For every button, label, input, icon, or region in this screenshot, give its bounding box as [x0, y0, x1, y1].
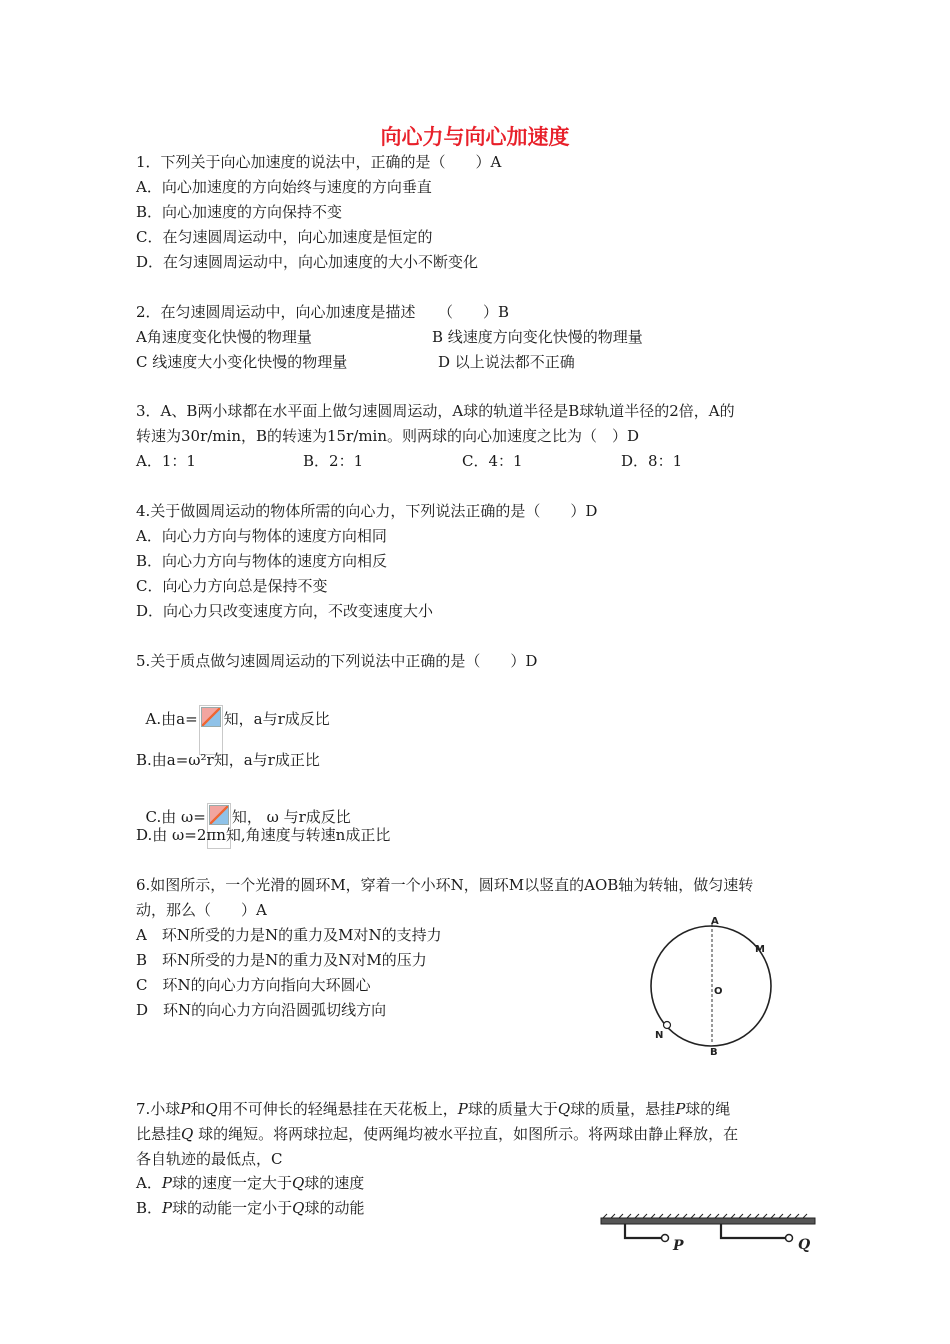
label-q: Q: [798, 1237, 811, 1253]
q6-option-b: B 环N所受的力是N的重力及N对M的压力: [136, 951, 427, 969]
q7-option-a: A．P球的速度一定大于Q球的速度: [136, 1174, 365, 1192]
q5-option-a-prefix: A.由a=: [145, 710, 198, 728]
ring-rotation-figure: [640, 910, 780, 1060]
q6-stem-line1: 6.如图所示，一个光滑的圆环M，穿着一个小环N，圆环M以竖直的AOB轴为转轴，做匀速转: [136, 876, 754, 894]
q3-option-d: D．8：1: [621, 452, 683, 470]
q3-stem-line2: 转速为30r/min，B的转速为15r/min。则两球的向心加速度之比为（ ）D: [136, 427, 640, 445]
q4-stem: 4.关于做圆周运动的物体所需的向心力，下列说法正确的是（ ）D: [136, 502, 598, 520]
q1-option-a: A．向心加速度的方向始终与速度的方向垂直: [136, 178, 432, 196]
label-m: M: [755, 944, 765, 955]
q5-option-a-suffix: 知，a与r成反比: [223, 710, 330, 728]
broken-image-icon: [209, 805, 229, 825]
q5-option-c-suffix: 知， ω 与r成反比: [231, 808, 351, 826]
page-title: 向心力与向心加速度: [380, 125, 570, 149]
q5-option-b: B.由a=ω²r知，a与r成正比: [136, 751, 320, 769]
label-a: A: [711, 916, 719, 927]
q6-option-c: C 环N的向心力方向指向大环圆心: [136, 976, 371, 994]
q1-option-b: B．向心加速度的方向保持不变: [136, 203, 343, 221]
q7-option-b: B．P球的动能一定小于Q球的动能: [136, 1199, 365, 1217]
q3-option-b: B．2：1: [303, 452, 364, 470]
ceiling-hatch: [603, 1214, 807, 1218]
string-p: [625, 1224, 661, 1238]
q5-option-a: [136, 689, 330, 759]
q4-option-b: B．向心力方向与物体的速度方向相反: [136, 552, 388, 570]
q4-option-a: A．向心力方向与物体的速度方向相同: [136, 527, 387, 545]
label-p: P: [673, 1238, 684, 1254]
q5-option-c-prefix: C.由 ω=: [145, 808, 206, 826]
q4-option-c: C．向心力方向总是保持不变: [136, 577, 328, 595]
q3-option-a: A．1：1: [136, 452, 196, 470]
formula-image-placeholder: [199, 705, 223, 755]
q7-stem-line1: 7.小球P和Q用不可伸长的轻绳悬挂在天花板上，P球的质量大于Q球的质量，悬挂P球的绳: [136, 1100, 731, 1118]
q3-option-c: C．4：1: [462, 452, 523, 470]
q2-option-c: C 线速度大小变化快慢的物理量: [136, 353, 348, 371]
q1-option-c: C．在匀速圆周运动中，向心加速度是恒定的: [136, 228, 433, 246]
q6-option-d: D 环N的向心力方向沿圆弧切线方向: [136, 1001, 387, 1019]
q7-stem-line3: 各自轨迹的最低点，C: [136, 1150, 283, 1168]
pendulum-figure: [595, 1212, 825, 1260]
q2-option-b: B 线速度方向变化快慢的物理量: [432, 328, 643, 346]
ball-q: [786, 1235, 793, 1242]
q4-option-d: D．向心力只改变速度方向，不改变速度大小: [136, 602, 434, 620]
label-n: N: [655, 1030, 664, 1041]
broken-image-icon: [201, 707, 221, 727]
q7-stem-line2: 比悬挂Q 球的绳短。将两球拉起，使两绳均被水平拉直，如图所示。将两球由静止释放，在: [136, 1125, 739, 1143]
q2-stem: 2．在匀速圆周运动中，向心加速度是描述 （ ）B: [136, 303, 510, 321]
ceiling: [601, 1218, 815, 1224]
q5-option-d: D.由 ω=2πn知,角速度与转速n成正比: [136, 826, 391, 844]
q6-stem-line2: 动，那么（ ）A: [136, 901, 267, 919]
q3-stem-line1: 3．A、B两小球都在水平面上做匀速圆周运动，A球的轨道半径是B球轨道半径的2倍，A的: [136, 402, 735, 420]
label-o: O: [714, 986, 723, 997]
small-ring-n: [664, 1022, 671, 1029]
q1-option-d: D．在匀速圆周运动中，向心加速度的大小不断变化: [136, 253, 479, 271]
q5-stem: 5.关于质点做匀速圆周运动的下列说法中正确的是（ ）D: [136, 652, 538, 670]
q2-option-d: D 以上说法都不正确: [438, 353, 575, 371]
q2-option-a: A角速度变化快慢的物理量: [136, 328, 312, 346]
ball-p: [662, 1235, 669, 1242]
q6-option-a: A 环N所受的力是N的重力及M对N的支持力: [136, 926, 442, 944]
q1-stem: 1．下列关于向心加速度的说法中，正确的是（ ）A: [136, 153, 502, 171]
label-b: B: [710, 1047, 718, 1058]
string-q: [721, 1224, 785, 1238]
